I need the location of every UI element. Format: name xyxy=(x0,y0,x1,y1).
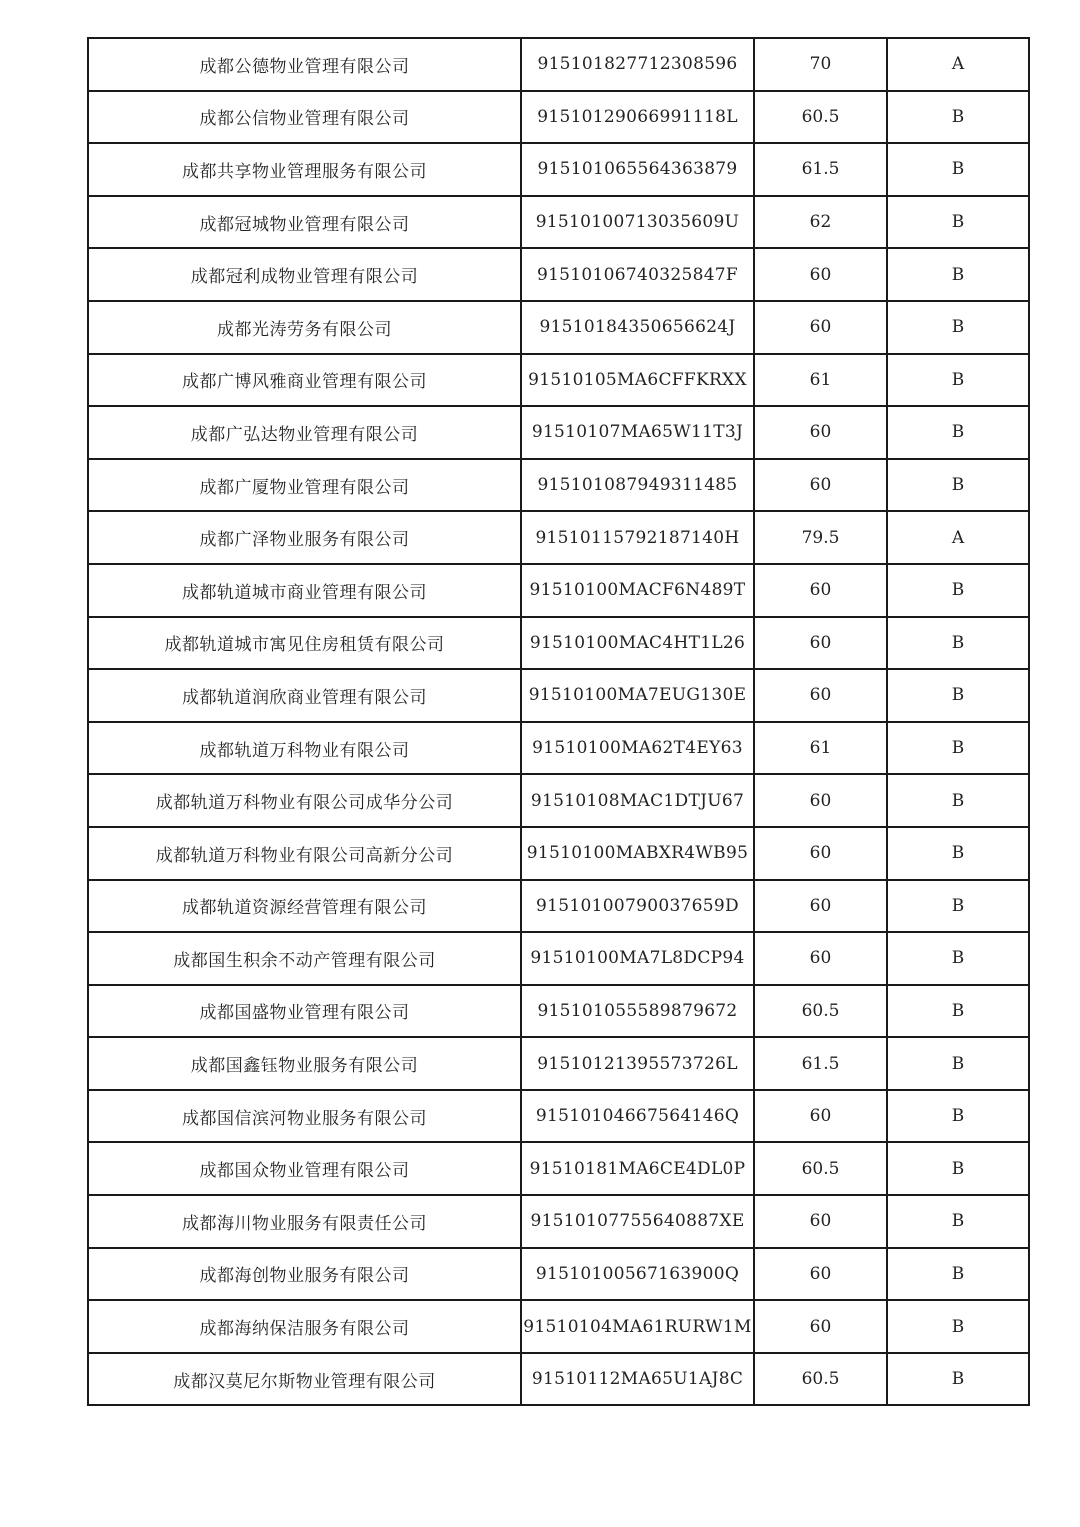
grade-cell: B xyxy=(887,196,1029,249)
table-row xyxy=(88,1090,1029,1143)
company-name-cell: 成都海纳保洁服务有限公司 xyxy=(88,1300,521,1353)
company-name-cell: 成都汉莫尼尔斯物业管理有限公司 xyxy=(88,1353,521,1406)
company-name-cell: 成都公信物业管理有限公司 xyxy=(88,91,521,144)
table-row xyxy=(88,617,1029,670)
grade-cell: B xyxy=(887,1353,1029,1406)
grade-cell: B xyxy=(887,1037,1029,1090)
score-cell: 60 xyxy=(754,617,887,670)
grade-cell: B xyxy=(887,880,1029,933)
score-cell: 61.5 xyxy=(754,143,887,196)
table-row xyxy=(88,38,1029,91)
company-name-cell: 成都广弘达物业管理有限公司 xyxy=(88,406,521,459)
credit-code-cell: 91510107755640887XE xyxy=(521,1195,754,1248)
grade-cell: B xyxy=(887,248,1029,301)
grade-cell: B xyxy=(887,1142,1029,1195)
grade-cell: B xyxy=(887,617,1029,670)
credit-code-cell: 915101055589879672 xyxy=(521,985,754,1038)
grade-cell: A xyxy=(887,511,1029,564)
credit-code-cell: 91510100MA7L8DCP94 xyxy=(521,932,754,985)
credit-code-cell: 91510100MACF6N489T xyxy=(521,564,754,617)
company-name-cell: 成都广厦物业管理有限公司 xyxy=(88,459,521,512)
score-cell: 60 xyxy=(754,827,887,880)
score-cell: 60 xyxy=(754,1195,887,1248)
table-row xyxy=(88,564,1029,617)
company-name-cell: 成都轨道万科物业有限公司高新分公司 xyxy=(88,827,521,880)
company-name-cell: 成都海川物业服务有限责任公司 xyxy=(88,1195,521,1248)
company-name-cell: 成都轨道润欣商业管理有限公司 xyxy=(88,669,521,722)
grade-cell: B xyxy=(887,1195,1029,1248)
credit-code-cell: 91510181MA6CE4DL0P xyxy=(521,1142,754,1195)
table-row xyxy=(88,248,1029,301)
grade-cell: B xyxy=(887,827,1029,880)
credit-code-cell: 91510115792187140H xyxy=(521,511,754,564)
company-name-cell: 成都国鑫钰物业服务有限公司 xyxy=(88,1037,521,1090)
company-name-cell: 成都轨道城市寓见住房租赁有限公司 xyxy=(88,617,521,670)
table-row xyxy=(88,143,1029,196)
credit-code-cell: 91510100MA7EUG130E xyxy=(521,669,754,722)
score-cell: 60 xyxy=(754,932,887,985)
company-name-cell: 成都轨道城市商业管理有限公司 xyxy=(88,564,521,617)
company-name-cell: 成都公德物业管理有限公司 xyxy=(88,38,521,91)
score-cell: 60 xyxy=(754,1248,887,1301)
company-name-cell: 成都国生积余不动产管理有限公司 xyxy=(88,932,521,985)
score-cell: 60 xyxy=(754,459,887,512)
score-cell: 60 xyxy=(754,301,887,354)
grade-cell: B xyxy=(887,91,1029,144)
table-row xyxy=(88,827,1029,880)
table-row xyxy=(88,880,1029,933)
score-cell: 60 xyxy=(754,1090,887,1143)
credit-code-cell: 91510105MA6CFFKRXX xyxy=(521,354,754,407)
grade-cell: B xyxy=(887,1090,1029,1143)
credit-code-cell: 915101827712308596 xyxy=(521,38,754,91)
company-name-cell: 成都轨道万科物业有限公司 xyxy=(88,722,521,775)
score-cell: 60.5 xyxy=(754,1353,887,1406)
company-rating-table xyxy=(87,37,1030,1406)
score-cell: 60 xyxy=(754,669,887,722)
credit-code-cell: 91510106740325847F xyxy=(521,248,754,301)
company-name-cell: 成都国盛物业管理有限公司 xyxy=(88,985,521,1038)
score-cell: 60 xyxy=(754,564,887,617)
credit-code-cell: 91510100567163900Q xyxy=(521,1248,754,1301)
table-body xyxy=(88,38,1029,1405)
credit-code-cell: 915101065564363879 xyxy=(521,143,754,196)
company-name-cell: 成都光涛劳务有限公司 xyxy=(88,301,521,354)
grade-cell: B xyxy=(887,774,1029,827)
score-cell: 60.5 xyxy=(754,1142,887,1195)
score-cell: 60 xyxy=(754,406,887,459)
table-row xyxy=(88,1037,1029,1090)
table-row xyxy=(88,1248,1029,1301)
table-row xyxy=(88,985,1029,1038)
table-row xyxy=(88,669,1029,722)
credit-code-cell: 91510107MA65W11T3J xyxy=(521,406,754,459)
grade-cell: A xyxy=(887,38,1029,91)
table-row xyxy=(88,354,1029,407)
grade-cell: B xyxy=(887,669,1029,722)
table-row xyxy=(88,301,1029,354)
score-cell: 61 xyxy=(754,354,887,407)
table-row xyxy=(88,1142,1029,1195)
table-row xyxy=(88,459,1029,512)
company-name-cell: 成都轨道万科物业有限公司成华分公司 xyxy=(88,774,521,827)
credit-code-cell: 91510100790037659D xyxy=(521,880,754,933)
score-cell: 60 xyxy=(754,774,887,827)
score-cell: 61 xyxy=(754,722,887,775)
credit-code-cell: 91510104667564146Q xyxy=(521,1090,754,1143)
grade-cell: B xyxy=(887,301,1029,354)
table-row xyxy=(88,91,1029,144)
credit-code-cell: 915101087949311485 xyxy=(521,459,754,512)
credit-code-cell: 91510184350656624J xyxy=(521,301,754,354)
table-row xyxy=(88,196,1029,249)
credit-code-cell: 91510108MAC1DTJU67 xyxy=(521,774,754,827)
company-name-cell: 成都轨道资源经营管理有限公司 xyxy=(88,880,521,933)
credit-code-cell: 91510100MABXR4WB95 xyxy=(521,827,754,880)
table-row xyxy=(88,511,1029,564)
company-name-cell: 成都广泽物业服务有限公司 xyxy=(88,511,521,564)
credit-code-cell: 91510104MA61RURW1M xyxy=(521,1300,754,1353)
company-name-cell: 成都共享物业管理服务有限公司 xyxy=(88,143,521,196)
table-row xyxy=(88,932,1029,985)
grade-cell: B xyxy=(887,459,1029,512)
credit-code-cell: 91510121395573726L xyxy=(521,1037,754,1090)
score-cell: 60 xyxy=(754,248,887,301)
score-cell: 61.5 xyxy=(754,1037,887,1090)
company-name-cell: 成都海创物业服务有限公司 xyxy=(88,1248,521,1301)
table-row xyxy=(88,406,1029,459)
grade-cell: B xyxy=(887,1248,1029,1301)
grade-cell: B xyxy=(887,564,1029,617)
grade-cell: B xyxy=(887,932,1029,985)
grade-cell: B xyxy=(887,985,1029,1038)
table-row xyxy=(88,722,1029,775)
table-row xyxy=(88,774,1029,827)
company-name-cell: 成都国众物业管理有限公司 xyxy=(88,1142,521,1195)
credit-code-cell: 91510129066991118L xyxy=(521,91,754,144)
table-row xyxy=(88,1353,1029,1406)
company-name-cell: 成都冠利成物业管理有限公司 xyxy=(88,248,521,301)
score-cell: 60 xyxy=(754,1300,887,1353)
grade-cell: B xyxy=(887,1300,1029,1353)
credit-code-cell: 91510100MAC4HT1L26 xyxy=(521,617,754,670)
table-row xyxy=(88,1300,1029,1353)
credit-code-cell: 91510112MA65U1AJ8C xyxy=(521,1353,754,1406)
company-name-cell: 成都广博风雅商业管理有限公司 xyxy=(88,354,521,407)
credit-code-cell: 91510100MA62T4EY63 xyxy=(521,722,754,775)
grade-cell: B xyxy=(887,722,1029,775)
credit-code-cell: 91510100713035609U xyxy=(521,196,754,249)
score-cell: 60.5 xyxy=(754,985,887,1038)
score-cell: 79.5 xyxy=(754,511,887,564)
grade-cell: B xyxy=(887,354,1029,407)
company-name-cell: 成都冠城物业管理有限公司 xyxy=(88,196,521,249)
score-cell: 60 xyxy=(754,880,887,933)
grade-cell: B xyxy=(887,406,1029,459)
score-cell: 60.5 xyxy=(754,91,887,144)
company-name-cell: 成都国信滨河物业服务有限公司 xyxy=(88,1090,521,1143)
grade-cell: B xyxy=(887,143,1029,196)
score-cell: 70 xyxy=(754,38,887,91)
score-cell: 62 xyxy=(754,196,887,249)
table-row xyxy=(88,1195,1029,1248)
